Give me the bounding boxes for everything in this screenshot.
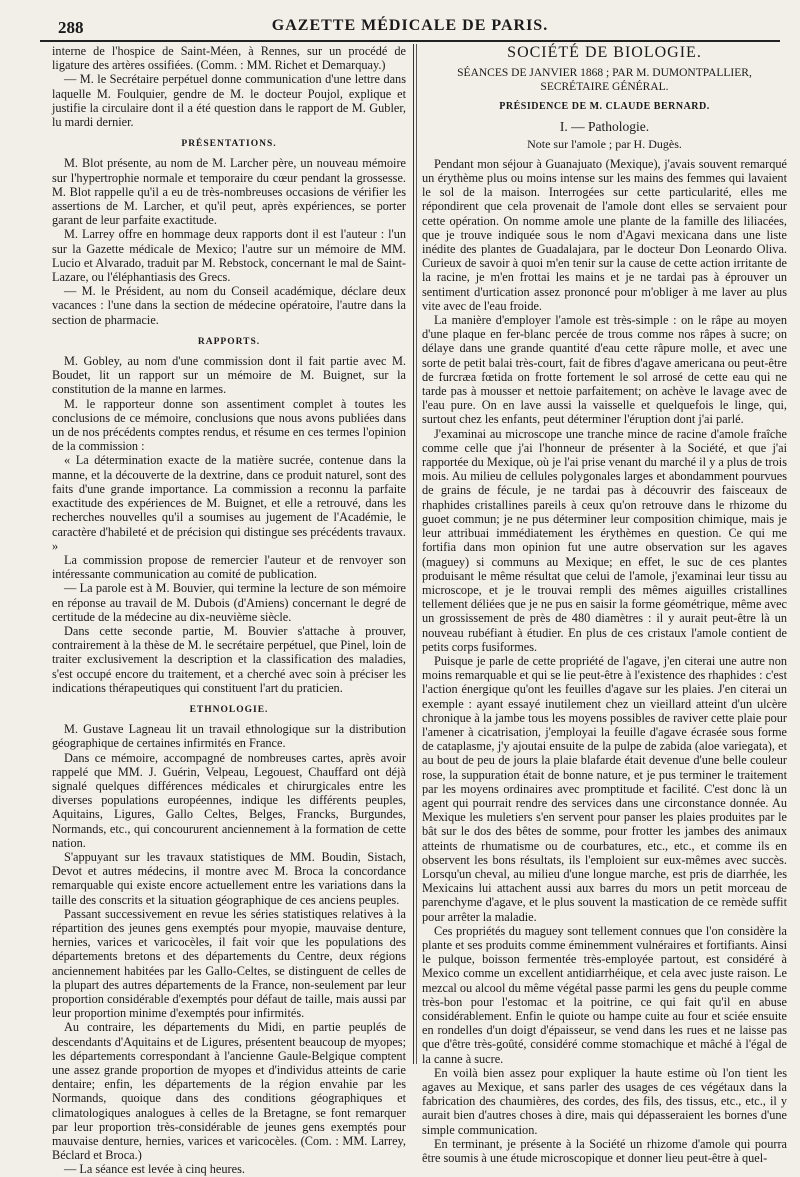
blot-paragraph: M. Blot présente, au nom de M. Larcher père, un nouveau mémoire sur l'hypertrophie normale et temporaire du cœur pendant la grossesse. M. Blot rappelle qu'il a eu de très-nombreuses occasions de vérifier les assertions de M. Larcher, et qu'il peut, après expériences, se porter garant de leur parfaite exactitude. <box>52 156 406 228</box>
lagneau-paragraph: M. Gustave Lagneau lit un travail ethnologique sur la distribution géographique de certaines infirmités en France. <box>52 722 406 751</box>
seances-line: SÉANCES DE JANVIER 1868 ; PAR M. DUMONTPALLIER, SECRÉTAIRE GÉNÉRAL. <box>457 67 752 94</box>
journal-title: GAZETTE MÉDICALE DE PARIS. <box>271 17 549 34</box>
memoire-paragraph: Dans ce mémoire, accompagné de nombreuses cartes, après avoir rappelé que MM. J. Guérin, Velpeau, Legouest, Chauffard ont déjà signalé quelques différences médicales et chirurgicales entre les diverses populations européennes, indique les différents peuples, Aquitains, Ligures, Gallo Celtes, Belges, Francks, Burgundes, Normands, etc., qui concoururent anciennement à la formation de cette nation. <box>52 750 406 850</box>
rapporteur-paragraph: M. le rapporteur donne son assentiment complet à toutes les conclusions de ce mémoire, conclusions que nous avons publiées dans un de nos précédents comptes rendus, et résume en ces termes l'opinion de la commission : <box>52 396 406 454</box>
seconde-partie-paragraph: Dans cette seconde partie, M. Bouvier s'attache à prouver, contrairement à la thèse de M. le secrétaire perpétuel, que Pinel, loin de traiter exclusivement la description et la classification des maladies, s'est occupé encore du traitement, et a cherché avec soin à préciser les indications thérapeutiques qui constituent l'art du praticien. <box>52 623 406 695</box>
column-divider-inner <box>416 44 417 1064</box>
ethnologie-heading: ETHNOLOGIE. <box>189 704 269 715</box>
left-column <box>52 44 406 1177</box>
amole-paragraph-5: Ces propriétés du maguey sont tellement connues que l'on considère la plante et ses produits comme éminemment vulnéraires et fortifiants. Ainsi le pulque, boisson fermentée très-employée partout, est considéré à Mexico comme un excellent antidiarrhéique, et cela avec juste raison. Le mezcal ou alcool du même végétal passe parmi les gens du peuple comme très-bon pour l'estomac et la poitrine, ce qui fait qu'il en abuse considérablement. Enfin le quiote ou hampe cuite au four et sciée ensuite en rondelles d'un doigt d'épaisseur, se vend dans les rues et ne laisse pas que d'être très-goûté, considéré comme stomachique et mâché à l'égal de la canne à sucre. <box>422 923 787 1066</box>
presentations-heading: PRÉSENTATIONS. <box>181 139 277 150</box>
society-title: SOCIÉTÉ DE BIOLOGIE. <box>507 44 702 61</box>
president-paragraph: — M. le Président, au nom du Conseil académique, déclare deux vacances : l'une dans la section de médecine opératoire, l'autre dans la section de pharmacie. <box>52 284 406 327</box>
amole-paragraph-4: Puisque je parle de cette propriété de l'agave, j'en citerai une autre non moins remarquable et qui se lie peut-être à l'existence des rhaphides : c'est l'action énergique qu'ont les feuilles d'agave sur les plaies. J'en citerai un exemple : ayant essayé inutilement chez un vieillard atteint d'un ulcère chronique à la jambe tous les moyens possibles de raviver cette plaie pour l'amener à cicatrisation, j'employai la feuille d'agave écrasée sous forme de cataplasme, j'y ajoutai ensuite de la pulpe de zabida (aloe variegata), et au bout de peu de jours la plaie blafarde était devenue d'une belle couleur rose, la suppuration était de bonne nature, et je pus terminer le traitement par les moyens ordinaires avec promptitude et facilité. C'est donc là un agent qui pourrait rendre des services dans une circonstance donnée. Au Mexique les muletiers s'en servent pour panser les plaies produites par le bât sur le dos des bêtes de somme, pour frotter les jambes des animaux atteints de rhumatisme ou de courbatures, etc., etc., et comme ils en observent les bons résultats, ils l'emploient sur eux-mêmes avec succès. Lorsqu'un cheval, au milieu d'une longue marche, est pris de diarrhée, les Mexicains lui attachent aussi aux barres du mors un petit morceau de parenchyme d'agave, et le plus souvent la mastication de ce remède suffit pour arrêter la maladie. <box>422 653 788 924</box>
page-number: 288 <box>58 18 84 37</box>
presidence-line: PRÉSIDENCE DE M. CLAUDE BERNARD. <box>499 101 710 113</box>
amole-paragraph-1: Pendant mon séjour à Guanajuato (Mexique), j'avais souvent remarqué un érythème plus ou moins intense sur les mains des femmes qui lavaient le sol de la maison. Interrogées sur cette particularité, elles me répondirent que cela provenait de l'amole dont elles se servaient pour cette opération. On nomme amole une plante de la famille des liliacées, que je trouve indiquée sous le nom d'Agavi mexicana dans une liste inédite des plantes de Guadalajara, par le docteur Don Leonardo Oliva. Curieux de savoir à quoi m'en tenir sur la cause de cette action irritante de la racine, je m'en frottai les mains et je ne tardai pas à éprouver un sentiment d'urtication assez prononcé pour m'obliger à me laver au plus vite avec de l'eau froide. <box>422 156 787 313</box>
appuyant-paragraph: S'appuyant sur les travaux statistiques de MM. Boudin, Sistach, Devot et autres médecins, il montre avec M. Broca la concordance remarquable qui existe encore actuellement entre les variations dans la taille des conscrits et la situation géographique de ces anciens peuples. <box>52 849 406 907</box>
intro-paragraph: interne de l'hospice de Saint-Méen, à Rennes, sur un procédé de ligature des artères ossifiées. (Comm. : MM. Richet et Demarquay.) <box>52 44 406 73</box>
amole-paragraph-3: J'examinai au microscope une tranche mince de racine d'amole fraîche comme celle que j'ai l'honneur de présenter à la Société, et que j'ai rapportée du Mexique, où je l'ai prise venant du marché il y a plus de trois mois. Au milieu de cellules polygonales larges et abondamment pourvues de grains de fécule, je ne tardai pas à découvrir des faisceaux de rhaphides cristallines pareils à ceux qu'on retrouve dans le rhizome du guoet commun; je ne pus déterminer leur composition chimique, mais je leur attribuai immédiatement les érythèmes en question. Ce qui me fortifia dans mon opinion fut une autre observation sur les agaves (maguey) si communs au Mexique; en effet, le suc de ces plantes produisant le même résultat que celui de l'amole, j'examinai leur tissu au microscope, et je le trouvai rempli des mêmes aiguilles cristallines tellement déliées que je ne pus en saisir la forme géométrique, même avec un grossissement de près de 480 diamètres : il y aurait peut-être là un nouveau rubéfiant à étudier. En plus de ces cristaux l'amole contient de petits corps fusiformes. <box>422 426 788 654</box>
pathologie-heading: I. — Pathologie. <box>559 119 650 135</box>
larrey-paragraph: M. Larrey offre en hommage deux rapports dont il est l'auteur : l'un sur la Gazette médicale de Mexico; l'autre sur un mémoire de MM. Lucio et Alvarado, traduit par M. Rebstock, concernant le mal de Saint-Lazare, ou l'éléphantiasis des Grecs. <box>52 227 406 285</box>
commission-paragraph: La commission propose de remercier l'auteur et de renvoyer son intéressante communication au comité de publication. <box>52 552 406 582</box>
seance-levee-paragraph: — La séance est levée à cinq heures. <box>64 1162 245 1177</box>
amole-paragraph-7: En terminant, je présente à la Société un rhizome d'amole qui pourra être soumis à une étude microscopique et donner lieu peut-être à quel- <box>422 1136 787 1166</box>
note-heading: Note sur l'amole ; par H. Dugès. <box>527 136 682 151</box>
right-column <box>422 44 788 1166</box>
passant-paragraph: Passant successivement en revue les séries statistiques relatives à la répartition des jeunes gens exemptés pour myopie, mauvaise denture, hernies, varices et varicocèles, il fait voir que les populations des départements bretons et des départements du Centre, deux régions anciennement habitées par les Gallo-Celtes, se distinguent de celles de la plupart des autres départements de la France, non-seulement par leur proportion considérable d'exemptés pour défaut de taille, mais aussi par leur proportion minime d'exemptés pour infirmités. <box>52 906 406 1021</box>
amole-paragraph-6: En voilà bien assez pour expliquer la haute estime où l'on tient les agaves au Mexique, et sans parler des usages de ces végétaux dans la fabrication des chaumières, des cordes, des fils, des tissus, etc., etc., il y aurait bien d'autres choses à dire, mais qui dépasseraient les bornes d'une simple communication. <box>422 1065 787 1137</box>
bouvier-paragraph: — La parole est à M. Bouvier, qui termine la lecture de son mémoire en réponse au travail de M. Dubois (d'Amiens) concernant le degré de certitude de la médecine au dix-neuvième siècle. <box>52 581 406 624</box>
secretaire-paragraph: — M. le Secrétaire perpétuel donne communication d'une lettre dans laquelle M. Foulquier, gendre de M. le docteur Poujol, explique et justifie la circulaire dont il a été question dans le rapport de M. Gubler, lu mardi dernier. <box>52 72 406 130</box>
column-divider <box>413 44 414 1064</box>
quote-paragraph: « La détermination exacte de la matière sucrée, contenue dans la manne, et la découverte de la dextrine, dans ce produit naturel, sont des faits d'une grande importance. La commission a reconnu la parfaite exactitude des expériences de M. Buignet, et elle a retrouvé, dans les recherches nouvelles qu'il a soumises au jugement de l'Académie, le caractère d'habileté et de précision qui distingue ses précédents travaux. » <box>52 453 406 553</box>
rapports-heading: RAPPORTS. <box>197 336 261 347</box>
page-header <box>40 14 780 42</box>
gobley-paragraph: M. Gobley, au nom d'une commission dont il fait partie avec M. Boudet, lit un rapport sur un mémoire de M. Buignet, sur la constitution de la manne en larmes. <box>52 354 406 397</box>
contraire-paragraph: Au contraire, les départements du Midi, en partie peuplés de descendants d'Aquitains et de Ligures, présentent beaucoup de myopes; les départements correspondant à l'ancienne Gaule-Belgique comptent une assez grande proportion de myopes et d'individus atteints de carie dentaire; enfin, les départements de la région envahie par les Normands, quoique dans des conditions géographiques et climatologiques analogues à celles de la Bretagne, se font remarquer par leur proportion très-considérable de jeunes gens exemptés pour mauvaise denture, hernies, varices et varicocèles. (Com. : MM. Larrey, Béclard et Broca.) <box>52 1020 406 1163</box>
amole-paragraph-2: La manière d'employer l'amole est très-simple : on le râpe au moyen d'une plaque en fer-blanc percée de trous comme nos râpes à sucre; on délaye dans une grande quantité d'eau cette râpure molle, et avec une sorte de petit balai très-court, fait de fibres d'agave americana ou peut-être de furcræa fœtida on frotte fortement le sol arrosé de cette eau qui ne tarde pas à mousser et nettoie parfaitement; on achève le lavage avec de l'eau pure. On en lave aussi la vaisselle et quelquefois le linge, qui, surtout chez les enfants, peut déterminer l'éruption dont j'ai parlé. <box>422 313 787 427</box>
